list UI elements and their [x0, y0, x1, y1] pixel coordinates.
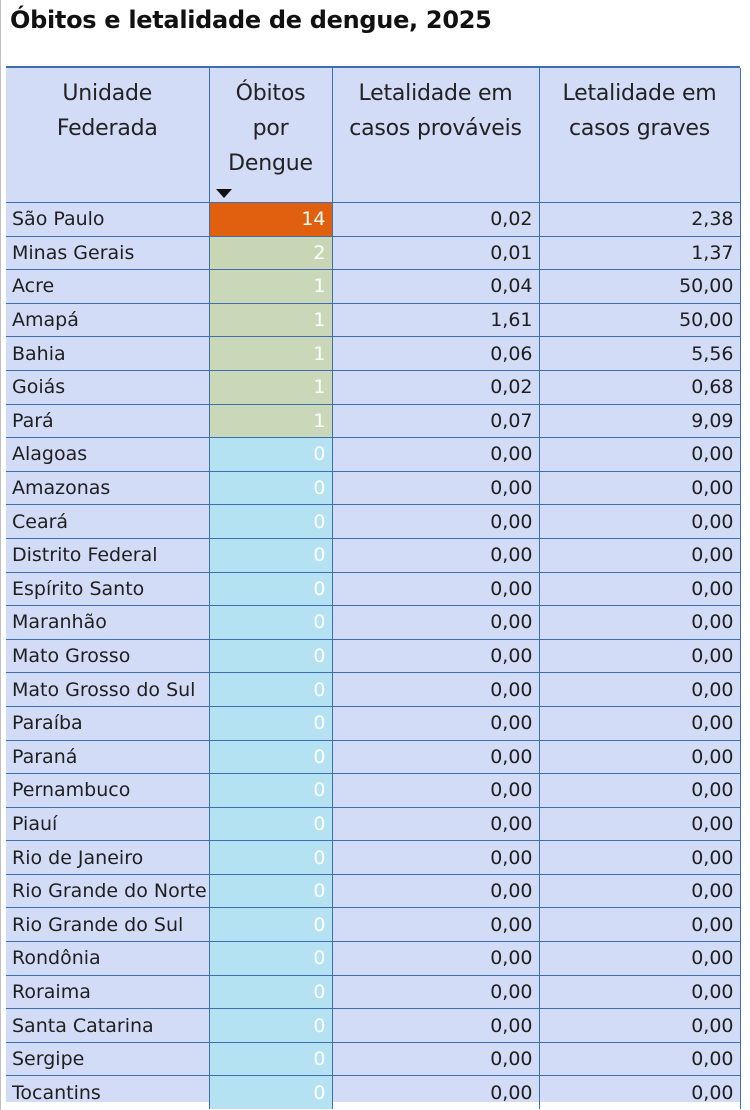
- cell-lethality-severe: 0,00: [539, 538, 740, 572]
- column-header-line: Unidade: [62, 81, 153, 106]
- table-row[interactable]: [6, 538, 740, 572]
- cell-lethality-severe: 1,37: [539, 236, 740, 270]
- cell-state: Goiás: [6, 370, 209, 404]
- column-header-line: por: [252, 116, 289, 141]
- cell-lethality-probable: 0,00: [332, 538, 539, 572]
- cell-state: Tocantins: [6, 1076, 209, 1109]
- cell-lethality-severe: 0,00: [539, 572, 740, 606]
- cell-state: Ceará: [6, 505, 209, 539]
- cell-deaths: 0: [209, 807, 332, 841]
- cell-lethality-severe: 0,00: [539, 706, 740, 740]
- cell-lethality-probable: 0,00: [332, 807, 539, 841]
- table-row[interactable]: [6, 404, 740, 438]
- column-header-line: Dengue: [228, 151, 313, 176]
- table-row[interactable]: [6, 975, 740, 1009]
- cell-lethality-severe: 50,00: [539, 303, 740, 337]
- cell-deaths: 0: [209, 874, 332, 908]
- table-row[interactable]: [6, 370, 740, 404]
- table-row[interactable]: [6, 841, 740, 875]
- cell-deaths: 0: [209, 538, 332, 572]
- cell-lethality-severe: 0,00: [539, 639, 740, 673]
- cell-deaths: 0: [209, 471, 332, 505]
- cell-lethality-probable: 0,00: [332, 841, 539, 875]
- cell-deaths: 0: [209, 1009, 332, 1043]
- table-row[interactable]: [6, 471, 740, 505]
- visual-title: Óbitos e letalidade de dengue, 2025: [10, 6, 492, 34]
- cell-deaths: 0: [209, 975, 332, 1009]
- cell-state: São Paulo: [6, 203, 209, 237]
- cell-lethality-probable: 0,00: [332, 975, 539, 1009]
- cell-deaths: 0: [209, 942, 332, 976]
- cell-lethality-probable: 0,02: [332, 203, 539, 237]
- cell-deaths: 0: [209, 706, 332, 740]
- table-row[interactable]: [6, 807, 740, 841]
- cell-deaths: 1: [209, 270, 332, 304]
- table-row[interactable]: [6, 606, 740, 640]
- cell-state: Pernambuco: [6, 774, 209, 808]
- cell-lethality-probable: 0,00: [332, 774, 539, 808]
- cell-lethality-probable: 0,00: [332, 639, 539, 673]
- cell-lethality-probable: 0,04: [332, 270, 539, 304]
- table-row[interactable]: [6, 1009, 740, 1043]
- cell-state: Piauí: [6, 807, 209, 841]
- cell-lethality-severe: 0,00: [539, 942, 740, 976]
- cell-deaths: 0: [209, 908, 332, 942]
- cell-lethality-severe: 0,00: [539, 1042, 740, 1076]
- cell-deaths: 0: [209, 438, 332, 472]
- cell-state: Distrito Federal: [6, 538, 209, 572]
- cell-state: Rio de Janeiro: [6, 841, 209, 875]
- cell-state: Rio Grande do Norte: [6, 874, 209, 908]
- column-header-line: casos graves: [568, 116, 711, 141]
- window-edge-rule: [0, 0, 1, 1110]
- cell-lethality-severe: 0,00: [539, 740, 740, 774]
- column-header-line: casos prováveis: [349, 116, 522, 141]
- cell-lethality-probable: 0,00: [332, 572, 539, 606]
- cell-lethality-probable: 0,00: [332, 505, 539, 539]
- cell-lethality-probable: 0,00: [332, 1009, 539, 1043]
- cell-lethality-severe: 9,09: [539, 404, 740, 438]
- table-row[interactable]: [6, 706, 740, 740]
- table-row[interactable]: [6, 438, 740, 472]
- cell-state: Paraíba: [6, 706, 209, 740]
- cell-state: Sergipe: [6, 1042, 209, 1076]
- cell-lethality-probable: 0,00: [332, 673, 539, 707]
- cell-lethality-probable: 0,00: [332, 438, 539, 472]
- cell-lethality-severe: 0,00: [539, 774, 740, 808]
- cell-lethality-probable: 0,00: [332, 471, 539, 505]
- table-row[interactable]: [6, 236, 740, 270]
- column-header-deaths[interactable]: [209, 68, 332, 203]
- table-row[interactable]: [6, 270, 740, 304]
- column-header-line: Federada: [56, 116, 158, 141]
- cell-state: Mato Grosso: [6, 639, 209, 673]
- cell-state: Alagoas: [6, 438, 209, 472]
- cell-lethality-probable: 0,00: [332, 942, 539, 976]
- cell-state: Roraima: [6, 975, 209, 1009]
- cell-lethality-probable: 0,00: [332, 874, 539, 908]
- cell-lethality-probable: 0,02: [332, 370, 539, 404]
- cell-deaths: 0: [209, 841, 332, 875]
- column-header-line: Letalidade em: [358, 81, 513, 106]
- cell-deaths: 0: [209, 505, 332, 539]
- cell-state: Mato Grosso do Sul: [6, 673, 209, 707]
- column-header-state[interactable]: [6, 68, 209, 203]
- cell-lethality-severe: 0,00: [539, 438, 740, 472]
- cell-deaths: 0: [209, 1042, 332, 1076]
- cell-deaths: 0: [209, 639, 332, 673]
- cell-lethality-probable: 1,61: [332, 303, 539, 337]
- cell-lethality-severe: 5,56: [539, 337, 740, 371]
- cell-state: Espírito Santo: [6, 572, 209, 606]
- cell-state: Minas Gerais: [6, 236, 209, 270]
- cell-state: Maranhão: [6, 606, 209, 640]
- cell-lethality-severe: 0,68: [539, 370, 740, 404]
- table-row[interactable]: [6, 337, 740, 371]
- cell-deaths: 1: [209, 370, 332, 404]
- table-row[interactable]: [6, 673, 740, 707]
- cell-deaths: 0: [209, 774, 332, 808]
- cell-deaths: 1: [209, 404, 332, 438]
- cell-lethality-severe: 2,38: [539, 203, 740, 237]
- cell-deaths: 2: [209, 236, 332, 270]
- table-row[interactable]: [6, 774, 740, 808]
- cell-state: Rio Grande do Sul: [6, 908, 209, 942]
- column-header-line: Óbitos: [235, 81, 306, 106]
- table-row[interactable]: [6, 505, 740, 539]
- cell-state: Bahia: [6, 337, 209, 371]
- cell-lethality-probable: 0,01: [332, 236, 539, 270]
- cell-lethality-severe: 0,00: [539, 471, 740, 505]
- cell-lethality-probable: 0,00: [332, 1076, 539, 1109]
- cell-lethality-probable: 0,06: [332, 337, 539, 371]
- cell-lethality-probable: 0,07: [332, 404, 539, 438]
- table-row[interactable]: [6, 1042, 740, 1076]
- cell-lethality-probable: 0,00: [332, 908, 539, 942]
- table-row[interactable]: [6, 572, 740, 606]
- table-grid: [6, 68, 741, 1109]
- cell-lethality-severe: 0,00: [539, 673, 740, 707]
- cell-lethality-severe: 0,00: [539, 1009, 740, 1043]
- cell-state: Amapá: [6, 303, 209, 337]
- table-row[interactable]: [6, 740, 740, 774]
- cell-state: Santa Catarina: [6, 1009, 209, 1043]
- cell-lethality-severe: 0,00: [539, 807, 740, 841]
- column-header-lethality-probable[interactable]: [332, 68, 539, 203]
- cell-state: Pará: [6, 404, 209, 438]
- table-row[interactable]: [6, 639, 740, 673]
- cell-lethality-probable: 0,00: [332, 606, 539, 640]
- cell-lethality-severe: 0,00: [539, 975, 740, 1009]
- cell-lethality-severe: 50,00: [539, 270, 740, 304]
- table-header-row: [6, 68, 740, 203]
- cell-lethality-severe: 0,00: [539, 908, 740, 942]
- cell-lethality-probable: 0,00: [332, 706, 539, 740]
- cell-lethality-severe: 0,00: [539, 505, 740, 539]
- table-body: [6, 203, 740, 1110]
- sort-descending-icon[interactable]: [216, 189, 232, 198]
- cell-state: Paraná: [6, 740, 209, 774]
- cell-deaths: 0: [209, 740, 332, 774]
- cell-state: Acre: [6, 270, 209, 304]
- cell-lethality-severe: 0,00: [539, 606, 740, 640]
- cell-deaths: 0: [209, 1076, 332, 1109]
- column-header-lethality-severe[interactable]: [539, 68, 740, 203]
- cell-deaths: 0: [209, 673, 332, 707]
- dengue-table: [6, 66, 740, 1102]
- table-row[interactable]: [6, 303, 740, 337]
- table-row[interactable]: [6, 1076, 740, 1109]
- table-row[interactable]: [6, 942, 740, 976]
- cell-lethality-severe: 0,00: [539, 1076, 740, 1109]
- cell-state: Amazonas: [6, 471, 209, 505]
- cell-deaths: 1: [209, 303, 332, 337]
- cell-deaths: 14: [209, 203, 332, 237]
- table-row[interactable]: [6, 203, 740, 237]
- cell-deaths: 0: [209, 572, 332, 606]
- column-header-line: Letalidade em: [562, 81, 717, 106]
- cell-state: Rondônia: [6, 942, 209, 976]
- cell-deaths: 1: [209, 337, 332, 371]
- table-row[interactable]: [6, 908, 740, 942]
- cell-lethality-severe: 0,00: [539, 874, 740, 908]
- cell-lethality-severe: 0,00: [539, 841, 740, 875]
- cell-deaths: 0: [209, 606, 332, 640]
- cell-lethality-probable: 0,00: [332, 740, 539, 774]
- table-row[interactable]: [6, 874, 740, 908]
- cell-lethality-probable: 0,00: [332, 1042, 539, 1076]
